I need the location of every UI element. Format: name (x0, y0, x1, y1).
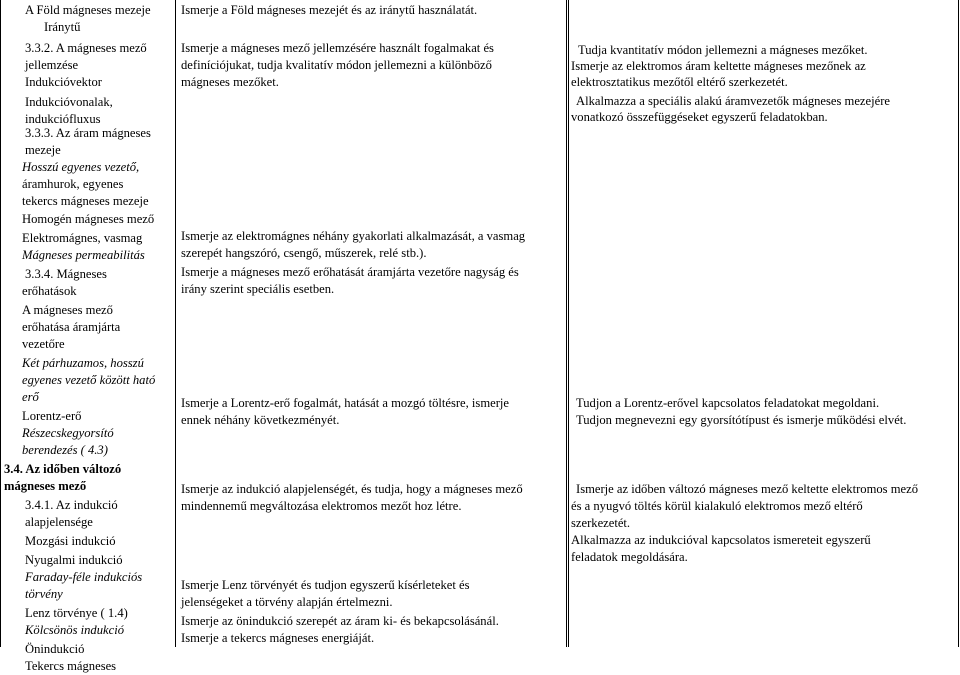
table-border-right (958, 0, 959, 647)
topic-line: A Föld mágneses mezeje (25, 3, 151, 17)
requirement-line: Ismerje a Lorentz-erő fogalmát, hatását a mozgó töltésre, ismerje (181, 396, 509, 410)
topic-line: indukciófluxus (25, 112, 101, 126)
topic-line: 3.3.3. Az áram mágneses (25, 126, 151, 140)
requirement-line: Ismerje a Föld mágneses mezejét és az iránytű használatát. (181, 3, 478, 17)
advanced-line: Tudja kvantitatív módon jellemezni a mágneses mezőket. (578, 43, 868, 57)
topic-line: jellemzése (25, 58, 79, 72)
topic-line: Homogén mágneses mező (22, 212, 155, 226)
requirement-line: Ismerje a tekercs mágneses energiáját. (181, 631, 375, 645)
requirement-line: Ismerje az elektromágnes néhány gyakorlati alkalmazását, a vasmag (181, 229, 526, 243)
advanced-line: elektrosztatikus mezőtől eltérő szerkezetét. (571, 75, 788, 89)
requirement-line: jelenségeket a törvény alapján értelmezni. (181, 595, 393, 609)
table-border-left (0, 0, 1, 647)
topic-line: 3.3.2. A mágneses mező (25, 41, 147, 55)
advanced-line: vonatkozó összefüggéseket egyszerű feladatokban. (571, 110, 828, 124)
requirement-line: mágneses mezőket. (181, 75, 279, 89)
table-divider-2 (566, 0, 567, 647)
topic-line: 3.3.4. Mágneses (25, 267, 107, 281)
advanced-line: Tudjon a Lorentz-erővel kapcsolatos feladatokat megoldani. (576, 396, 880, 410)
requirement-line: Ismerje Lenz törvényét és tudjon egyszerű kísérleteket és (181, 578, 470, 592)
topic-line: A mágneses mező (22, 303, 113, 317)
advanced-line: szerkezetét. (571, 516, 631, 530)
requirement-line: Ismerje a mágneses mező jellemzésére használt fogalmakat és (181, 41, 494, 55)
advanced-line: Ismerje az elektromos áram keltette mágneses mezőnek az (571, 59, 866, 73)
topic-line: Nyugalmi indukció (25, 553, 123, 567)
topic-line: Faraday-féle indukciós (25, 570, 143, 584)
requirement-line: Ismerje a mágneses mező erőhatását áramjárta vezetőre nagyság és (181, 265, 519, 279)
topic-line: 3.4.1. Az indukció (25, 498, 118, 512)
advanced-line: Alkalmazza a speciális alakú áramvezetők mágneses mezejére (576, 94, 890, 108)
topic-line: egyenes vezető között ható (22, 373, 156, 387)
section-heading: 3.4. Az időben változó (4, 462, 122, 476)
topic-line: berendezés ( 4.3) (22, 443, 108, 457)
topic-line: Kölcsönös indukció (25, 623, 124, 637)
topic-line: tekercs mágneses mezeje (22, 194, 149, 208)
topic-line: Lenz törvénye ( 1.4) (25, 606, 128, 620)
topic-line: törvény (25, 587, 63, 601)
topic-line: erőhatása áramjárta (22, 320, 121, 334)
topic-line: Indukcióvonalak, (25, 95, 113, 109)
table-divider-3 (568, 0, 569, 647)
topic-line: erő (22, 390, 39, 404)
requirement-line: mindennemű megváltozása elektromos mezőt hoz létre. (181, 499, 462, 513)
topic-line: Indukcióvektor (25, 75, 102, 89)
requirement-line: Ismerje az indukció alapjelenségét, és tudja, hogy a mágneses mező (181, 482, 523, 496)
requirement-line: Ismerje az önindukció szerepét az áram ki- és bekapcsolásánál. (181, 614, 499, 628)
table-divider-1 (175, 0, 176, 647)
section-heading: mágneses mező (4, 479, 87, 493)
topic-line: Részecskegyorsító (22, 426, 114, 440)
topic-line: áramhurok, egyenes (22, 177, 124, 191)
topic-line: Tekercs mágneses (25, 659, 117, 673)
topic-line: Hosszú egyenes vezető, (22, 160, 140, 174)
requirement-line: definíciójukat, tudja kvalitatív módon jellemezni a különböző (181, 58, 492, 72)
topic-line: Mozgási indukció (25, 534, 116, 548)
advanced-line: Tudjon megnevezni egy gyorsítótípust és ismerje működési elvét. (576, 413, 907, 427)
topic-line: Elektromágnes, vasmag (22, 231, 143, 245)
requirement-line: szerepét hangszóró, csengő, műszerek, relé stb.). (181, 246, 427, 260)
advanced-line: és a nyugvó töltés körül kialakuló elektromos mező eltérő (571, 499, 863, 513)
topic-line: mezeje (25, 143, 61, 157)
requirement-line: irány szerint speciális esetben. (181, 282, 335, 296)
topic-line: Lorentz-erő (22, 409, 82, 423)
advanced-line: feladatok megoldására. (571, 550, 688, 564)
topic-line: erőhatások (22, 284, 77, 298)
topic-line: Önindukció (25, 642, 85, 656)
topic-line: Két párhuzamos, hosszú (22, 356, 144, 370)
advanced-line: Alkalmazza az indukcióval kapcsolatos ismereteit egyszerű (571, 533, 871, 547)
advanced-line: Ismerje az időben változó mágneses mező keltette elektromos mező (576, 482, 918, 496)
topic-line: alapjelensége (25, 515, 93, 529)
topic-line: Iránytű (44, 20, 81, 34)
topic-line: Mágneses permeabilitás (22, 248, 145, 262)
requirement-line: ennek néhány következményét. (181, 413, 340, 427)
topic-line: vezetőre (22, 337, 65, 351)
